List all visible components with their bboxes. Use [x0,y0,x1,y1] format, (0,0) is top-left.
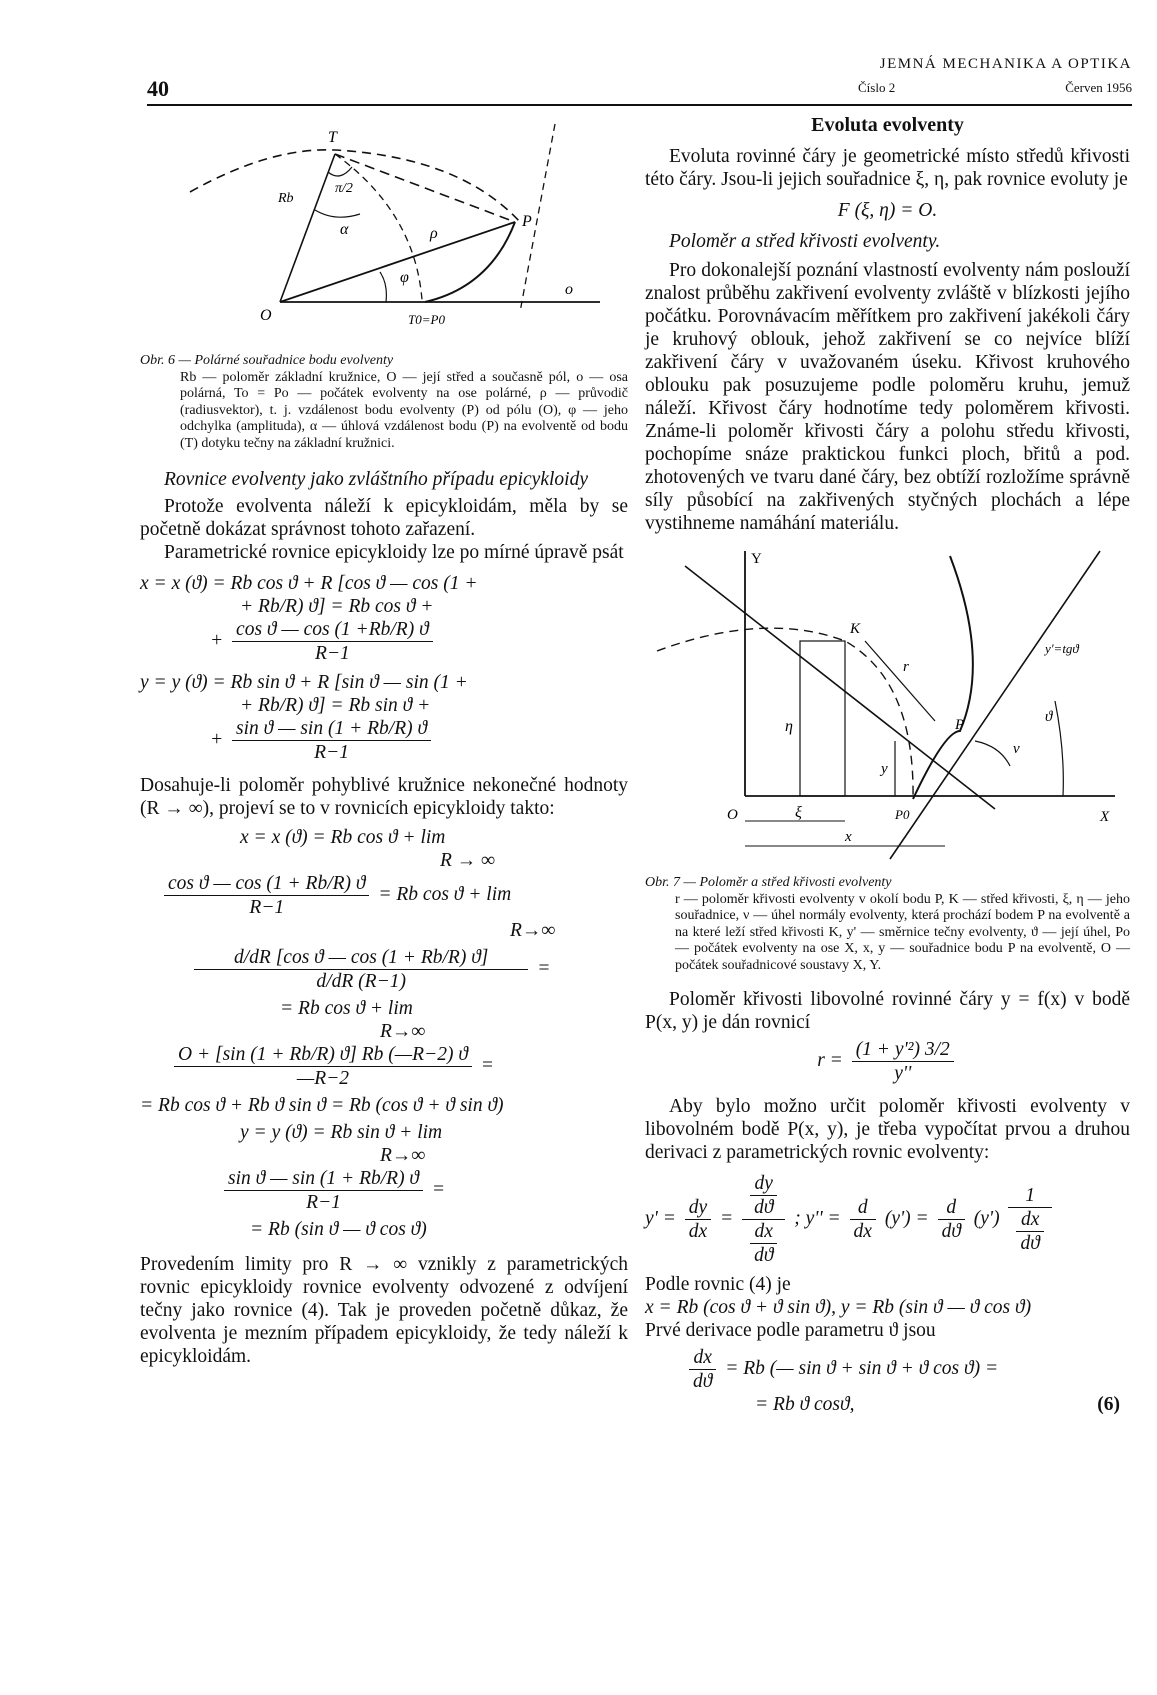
right-para-2: Pro dokonalejší poznání vlastností evolventy nám poslouží znalost průběhu zakřivení evolventy zvláště v blízkosti jejího počátku. Porovnávacím měřítkem pro zakřivení jakékoli čáry je kruhový oblouk, jehož zakřivení se co nejvíce blíží zakřivení čáry v uvažovaném úseku. Křivost kruhového oblouku pak posuzujeme podle poloměru kruhu, jemuž náleží. Křivost čáry hodnotíme tedy poloměrem křivosti. Známe-li poloměr křivosti čáry a polohu středu křivosti, pochopíme snáze praktickou funkci ploch, břitů a pod. zhotovených ve tvaru dané čáry, bez obtíží rozložíme správně síly působící na zakřivených styčných plochách a lépe vystihneme namáhání materiálu. [645,260,1130,534]
involute-curve [913,556,973,799]
label-nu: ν [1013,741,1020,757]
page-number: 40 [147,76,169,101]
curvature-radius-equation [645,1038,1130,1085]
label-Y: Y [751,551,762,567]
equation-6 [645,1346,1130,1393]
figure-6-caption-title: Obr. 6 — Polárné souřadnice bodu evolventy [140,353,394,368]
deriv-dx: dx [688,1221,708,1242]
label-r: r [903,659,909,675]
eq-r-num: (1 + y'²) 3/2 [852,1038,954,1062]
lim-line-1-sub: R → ∞ [440,850,496,871]
figure-7-caption-title: Obr. 7 — Poloměr a střed křivosti evolventy [645,875,892,890]
eq-y-num: sin ϑ — sin (1 + Rb/R) ϑ [232,717,431,741]
section-heading: Evoluta evolventy [811,114,964,136]
lim-line-4: = Rb cos ϑ + lim [280,998,413,1019]
lim-2-sub: R→∞ [510,920,556,941]
right-para-6: Prvé derivace podle parametru ϑ jsou [645,1320,936,1341]
label-xi: ξ [795,804,802,821]
label-tg: y'=tgϑ [1045,641,1079,656]
eq-x-line1: x = x (ϑ) = Rb cos ϑ + R [cos ϑ — cos (1 + [140,573,478,594]
eq-y-line1: y = y (ϑ) = Rb sin ϑ + R [sin ϑ — sin (1 + [140,672,468,693]
equation-4: x = Rb (cos ϑ + ϑ sin ϑ), y = Rb (sin ϑ — ϑ cos ϑ) [645,1297,1032,1318]
lim-3-num: d/dR [cos ϑ — cos (1 + Rb/R) ϑ] [194,946,528,970]
label-K: K [850,621,861,637]
figure-7 [645,541,1130,871]
lim-8-den: R−1 [306,1192,341,1213]
figure-6-caption [140,353,628,452]
right-column [645,110,1130,1416]
label-O7: O [727,807,738,823]
subhead-epicycloid: Rovnice evolventy jako zvláštního případu epicykloidy [164,469,588,490]
header-rule [147,104,1132,106]
label-P0: P0 [895,807,910,822]
eq6-num: dx [689,1346,716,1370]
label-T: T [328,129,337,146]
eq-x-num: cos ϑ — cos (1 +Rb/R) ϑ [232,618,433,642]
eq6-den: dϑ [693,1371,713,1392]
right-para-1: Evoluta rovinné čáry je geometrické místo středů křivosti této čáry. Jsou-li jejich souřadnice ξ, η, pak rovnice evoluty je [645,146,1130,190]
deriv-dy: dy [685,1196,711,1220]
lim-5-den: —R−2 [296,1068,350,1089]
lim-2-rhs: = Rb cos ϑ + lim [378,883,512,905]
left-column [140,110,628,1368]
eta-rect [800,641,845,796]
label-phi: φ [400,269,409,286]
label-X: X [1100,809,1110,825]
lim-3-den: d/dR (R−1) [316,971,406,992]
right-para-4: Aby bylo možno určit poloměr křivosti evolventy v libovolném bodě P(x, y), je třeba vypočítat prvou a druhou derivaci z parametrických rovnic evolventy: [645,1096,1130,1163]
label-O: O [260,307,272,324]
label-Rb: Rb [278,191,294,206]
label-P: P [522,213,532,230]
eq6-rhs: = Rb (— sin ϑ + sin ϑ + ϑ cos ϑ) = [725,1357,999,1379]
eq-y-den: R−1 [314,742,349,763]
eq6-line2: = Rb ϑ cosϑ, [755,1394,855,1415]
left-para-3: Dosahuje-li poloměr pohyblivé kružnice nekonečné hodnoty (R → ∞), projeví se to v rovnicích epicykloidy takto: [140,775,628,819]
journal-title: JEMNÁ MECHANIKA A OPTIKA [879,56,1132,72]
figure-6-caption-body: Rb — poloměr základní kružnice, O — její střed a současně pól, o — osa polárná, To = Po — počátek evolventy na ose polárné, ρ — průvodič (radiusvektor), t. j. vzdálenost bodu evolventy (P) od pólu (O), φ — jeho odchylka (amplituda), α — úhlová vzdálenost bodu (P) na evolventě od bodu (T) dotyku tečny na základní kružnici. [180,369,628,451]
issue-date: Červen 1956 [1065,80,1132,95]
label-pi2: π/2 [335,181,353,196]
equation-x: x = x (ϑ) = Rb cos ϑ + R [cos ϑ — cos (1 + + Rb/R) ϑ] = Rb cos ϑ + + $\frac{\text{cos ϑ — cos (1 +Rb/R) ϑ}}{R-1}$ [140,572,628,665]
deriv-ypp: ; y'' = [794,1207,841,1229]
label-eta: η [785,718,793,735]
left-para-4: Provedením limity pro R → ∞ vznikly z parametrických rovnic epicykloidy rovnice evolventy odvozené z odvíjení tečny jako rovnice (4). Tak je proveden početně důkaz, že evolventa je mezním případem epicykloidy, že tedy náleží k epicykloidám. [140,1254,628,1367]
eq-x-den: R−1 [314,643,350,664]
label-y7: y [881,761,888,777]
issue-number: Číslo 2 [858,80,896,95]
lim-2-den: R−1 [249,897,285,918]
radius-r-marker [865,641,935,721]
equation-y: y = y (ϑ) = Rb sin ϑ + R [sin ϑ — sin (1 + + Rb/R) ϑ] = Rb sin ϑ + + $\frac{\text{sin ϑ — sin (1 + Rb/R) ϑ}}{R-1}$ [140,671,628,764]
label-rho: ρ [430,225,438,242]
lim-line-1: x = x (ϑ) = Rb cos ϑ + lim [240,827,446,848]
equation-6-line2 [645,1393,1130,1416]
lim-2-num: cos ϑ — cos (1 + Rb/R) ϑ [164,872,369,896]
evolute-equation: F (ξ, η) = O. [837,200,938,221]
deriv-frac2-num: $\frac{dy}{dϑ}$ [742,1172,785,1220]
label-T0P0: T0=P0 [408,312,445,327]
label-alpha: α [340,221,349,238]
label-o-axis: o [565,281,573,298]
deriv-eq1: = [720,1207,734,1229]
right-para-5: Podle rovnic (4) je [645,1274,791,1295]
theta-arc [1055,701,1063,796]
left-para-2: Parametrické rovnice epicykloidy lze po mírné úpravě psát [164,542,624,563]
lim-line-9: = Rb (sin ϑ — ϑ cos ϑ) [250,1219,427,1240]
base-circle [657,628,913,799]
eq-y-line2: + Rb/R) ϑ] = Rb sin ϑ + [240,695,431,716]
label-P7: P [955,717,965,733]
eq-r-den: y'' [894,1063,912,1084]
left-para-1: Protože evolventa náleží k epicykloidám, měla by se početně dokázat správnost tohoto zařazení. [140,496,628,540]
lim-line-7: y = y (ϑ) = Rb sin ϑ + lim [240,1122,443,1143]
issue-line [858,80,1132,96]
lim-4-sub: R→∞ [380,1021,426,1042]
label-x7: x [845,829,852,845]
lim-7-sub: R→∞ [380,1145,426,1166]
derivative-equation: y' = $\frac{dy}{dx}$ = $\frac{\frac{dy}{dϑ}}{\frac{dx}{dϑ}}$ ; y'' = $\frac{d}{dx}$ (y') = $\frac{d}{dϑ}$ (y') $\frac{1}{\frac{dx}{dϑ}}$ [645,1172,1130,1267]
lim-8-num: sin ϑ — sin (1 + Rb/R) ϑ [224,1167,423,1191]
deriv-yp: y' = [645,1207,676,1229]
nu-arc [975,741,1010,766]
label-theta: ϑ [1045,709,1053,725]
eq-r-lhs: r = [817,1049,843,1071]
subhead-curvature: Poloměr a střed křivosti evolventy. [669,231,941,252]
eq6-number: (6) [1097,1394,1120,1415]
deriv-frac2-den: $\frac{dx}{dϑ}$ [742,1220,785,1267]
lim-line-6: = Rb cos ϑ + Rb ϑ sin ϑ = Rb (cos ϑ + ϑ sin ϑ) [140,1095,504,1116]
right-para-3: Poloměr křivosti libovolné rovinné čáry y = f(x) v bodě P(x, y) je dán rovnicí [645,989,1130,1033]
lim-5-num: O + [sin (1 + Rb/R) ϑ] Rb (—R−2) ϑ [174,1043,472,1067]
limit-derivation: x = x (ϑ) = Rb cos ϑ + lim R → ∞ $\frac{\text{cos ϑ — cos (1 + Rb/R) ϑ}}{R-1}$ = Rb cos ϑ + lim R→∞ $\frac{\text{d/dR [cos ϑ — cos (1 + Rb/R) ϑ]}}{d/dR (R-1)}$ = = Rb cos ϑ + lim R→∞ $\frac{O + [\sin (1 + Rb/R) ϑ] Rb (—R-2) ϑ}{—R-2}$ = = Rb cos ϑ + Rb ϑ sin ϑ = Rb (cos ϑ + ϑ sin ϑ) y = y (ϑ) = Rb sin ϑ + lim R→∞ $\frac{\text{sin ϑ — sin (1 + Rb/R) ϑ}}{R-1}$ = = Rb (sin ϑ — ϑ cos ϑ) [140,826,628,1241]
figure-7-caption [645,875,1130,974]
figure-7-caption-body: r — poloměr křivosti evolventy v okolí bodu P, K — střed křivosti, ξ, η — jeho souřadnice, ν — úhel normály evolventy, která prochází bodem P na evolventě a na které leží střed křivosti K, y' — směrnice tečny evolventy, ϑ — její úhel, Po — počátek evolventy na ose X, x, y — souřadnice bodu P na evolventě, O — počátek souřadnicové soustavy X, Y. [675,891,1130,973]
eq-x-line2: + Rb/R) ϑ] = Rb cos ϑ + [240,596,434,617]
